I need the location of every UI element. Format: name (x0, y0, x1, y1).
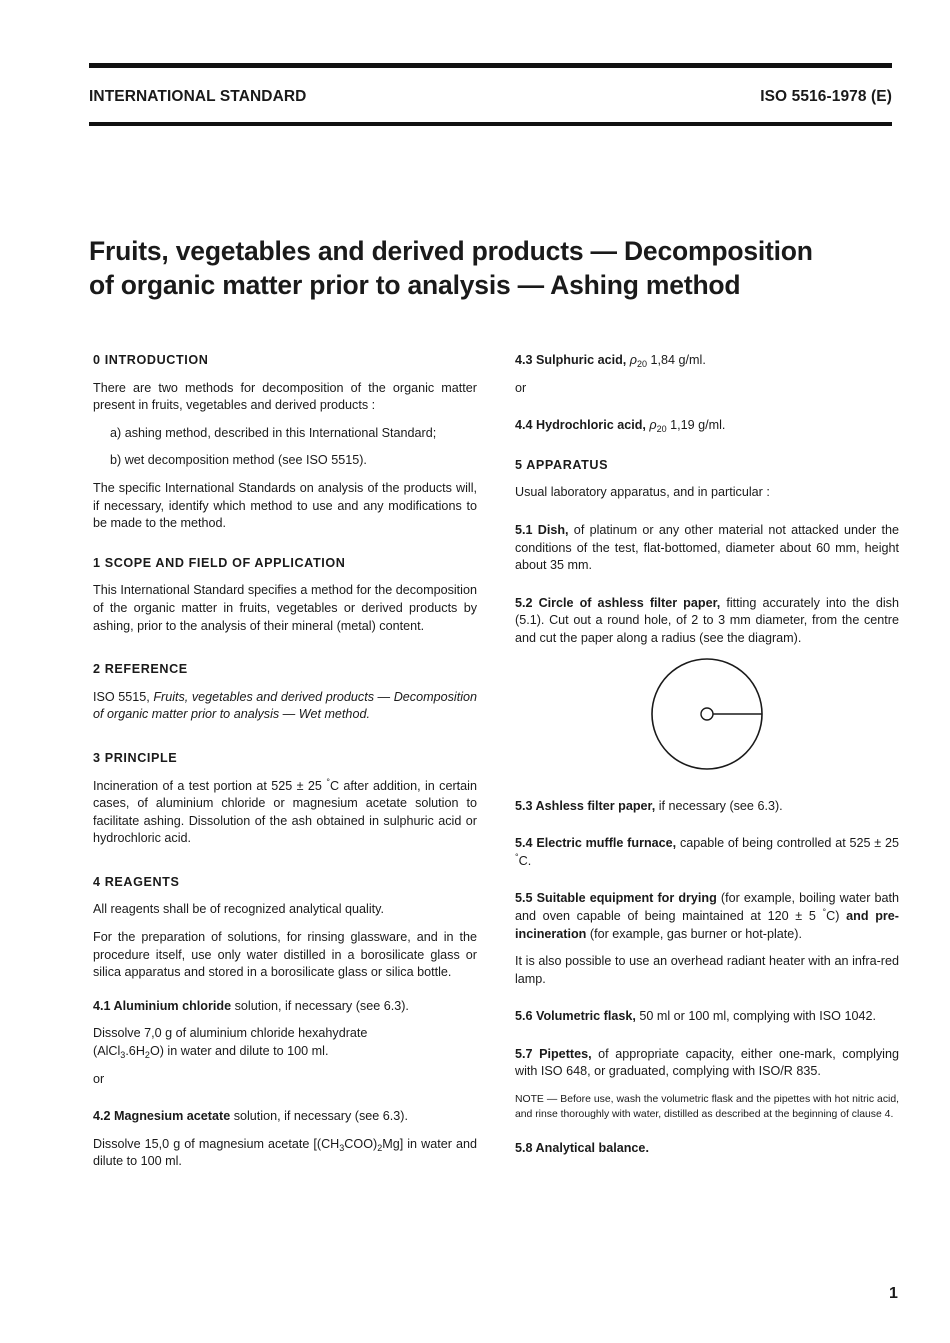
reagent-4-4-name: Hydrochloric acid, (536, 418, 650, 433)
reagent-4-1-formula-a: (AlCl (93, 1044, 121, 1059)
reagent-4-1-number: 4.1 (93, 998, 114, 1013)
apparatus-5-8-number: 5.8 (515, 1141, 536, 1156)
apparatus-5-5-rest-3: (for example, gas burner or hot-plate). (586, 926, 802, 941)
degree-sign-3: ° (822, 906, 827, 917)
reagent-4-1-sub-1: 3 (120, 1050, 126, 1061)
apparatus-5-4-rest-2: C. (518, 853, 532, 868)
degree-sign-2: ° (515, 851, 519, 862)
section-5-heading: 5 APPARATUS (515, 457, 609, 472)
reagents-text: All reagents shall be of recognized analytical quality. (93, 902, 384, 917)
reagent-4-4-number: 4.4 (515, 418, 537, 433)
apparatus-5-5-rest-2: C) (826, 908, 847, 923)
centre-hole (701, 708, 713, 720)
reagent-4-2-formula-c: Mg] in water and dilute to 100 ml. (93, 1136, 477, 1169)
reagent-4-2 (93, 1108, 477, 1126)
apparatus-5-5-number: 5.5 (515, 891, 537, 906)
apparatus-5-4-number: 5.4 (515, 836, 537, 851)
reference-title: Fruits, vegetables and derived products — Decomposition of organic matter prior to analysis — Wet method. (93, 689, 477, 722)
apparatus-5-2 (515, 595, 899, 648)
apparatus-5-2-name: Circle of ashless filter paper, (538, 595, 721, 610)
apparatus-5-3-rest: if necessary (see 6.3). (655, 798, 783, 813)
intro-item-b: b) wet decomposition method (see ISO 5515). (110, 453, 367, 468)
reagents-text-2: For the preparation of solutions, for rinsing glassware, and in the procedure itself, use only water distilled in a borosilicate glass or silica apparatus and stored in a borosilicate glass or silica bottle. (93, 930, 477, 980)
apparatus-5-7-number: 5.7 (515, 1046, 540, 1061)
header-rule-bottom (89, 122, 892, 126)
section-2-heading: 2 REFERENCE (93, 662, 188, 677)
principle-text-1: Incineration of a test portion at 525 ± 25 (93, 778, 327, 793)
rho-subscript: 20 (637, 359, 648, 369)
reagent-4-2-number: 4.2 (93, 1109, 115, 1124)
apparatus-5-3-name: Ashless filter paper, (535, 798, 656, 813)
left-column (93, 352, 477, 1171)
reagent-4-2-formula-b: COO) (344, 1136, 378, 1151)
reagent-4-2-line-1: Dissolve 15,0 g of magnesium acetate [(CH (93, 1136, 340, 1151)
apparatus-5-6-number: 5.6 (515, 1009, 537, 1024)
apparatus-text: Usual laboratory apparatus, and in particular : (515, 485, 770, 500)
reagent-4-1-line-1: Dissolve 7,0 g of aluminium chloride hexahydrate (93, 1026, 368, 1041)
apparatus-5-1-name: Dish, (537, 522, 569, 537)
reagent-4-1-formula-c: O) in water and dilute to 100 ml. (149, 1044, 329, 1059)
intro-item-a: a) ashing method, described in this International Standard; (110, 425, 437, 440)
reagent-4-2-rest: solution, if necessary (see 6.3). (230, 1109, 408, 1124)
reagent-4-1-description (93, 1025, 477, 1060)
degree-sign: ° (326, 776, 330, 787)
scope-text: This International Standard specifies a method for the decomposition of the organic matter in fruits, vegetables or derived products by ashing, prior to the analysis of their mineral (metal) content. (93, 583, 477, 633)
apparatus-5-6-name: Volumetric flask, (536, 1009, 636, 1024)
apparatus-5-4-name: Electric muffle furnace, (536, 836, 677, 851)
apparatus-5-2-number: 5.2 (515, 595, 539, 610)
reagent-4-1-name: Aluminium chloride (113, 998, 232, 1013)
or-separator-1: or (93, 1071, 105, 1086)
header-rule-top (89, 63, 892, 68)
apparatus-5-5-text-2: It is also possible to use an overhead radiant heater with an infra-red lamp. (515, 954, 899, 986)
apparatus-5-5-name-2: and pre-incineration (515, 908, 899, 941)
reagent-4-3-value: 1,84 g/ml. (647, 353, 706, 367)
section-1-heading: 1 SCOPE AND FIELD OF APPLICATION (93, 555, 346, 570)
apparatus-5-3 (515, 798, 899, 816)
section-0-heading: 0 INTRODUCTION (93, 353, 209, 367)
filter-paper-diagram (649, 656, 765, 772)
page-number: 1 (889, 1285, 898, 1302)
apparatus-5-4-rest: capable of being controlled at 525 ± 25 (676, 836, 900, 851)
apparatus-5-8-name: Analytical balance. (535, 1141, 649, 1156)
apparatus-5-1-number: 5.1 (515, 522, 538, 537)
reagent-4-3-number: 4.3 (515, 353, 537, 367)
rho-symbol: ρ (629, 353, 638, 367)
or-separator-2: or (515, 380, 527, 395)
apparatus-note: NOTE — Before use, wash the volumetric flask and the pipettes with hot nitric acid, and rinse thoroughly with water, distilled as described at the beginning of clause 4. (515, 1094, 899, 1120)
document-title (89, 234, 889, 302)
intro-text-2: The specific International Standards on analysis of the products will, if necessary, identify which method to use and any modifications to be made to the method. (93, 480, 477, 531)
apparatus-5-2-rest: fitting accurately into the dish (5.1). Cut out a round hole, of 2 to 3 mm diameter, from the centre and cut the paper along a radius (see the diagram). (515, 595, 899, 645)
reference-code: ISO 5515, (93, 689, 154, 704)
section-4-heading: 4 REAGENTS (93, 874, 180, 889)
reference-text (93, 689, 477, 724)
apparatus-5-5-rest: (for example, boiling water bath and oven capable of being maintained at 120 ± 5 (515, 891, 900, 923)
rho-subscript-2: 20 (656, 424, 667, 435)
reagent-4-2-sub-2: 2 (377, 1142, 383, 1153)
apparatus-5-6 (515, 1008, 899, 1026)
apparatus-5-7 (515, 1046, 899, 1081)
apparatus-5-7-name: Pipettes, (539, 1046, 592, 1061)
reagent-4-4-value: 1,19 g/ml. (666, 418, 726, 433)
apparatus-5-6-rest: 50 ml or 100 ml, complying with ISO 1042. (635, 1009, 876, 1024)
standard-number: ISO 5516-1978 (E) (760, 88, 892, 105)
principle-text (93, 778, 477, 848)
reagent-4-1 (93, 998, 477, 1016)
reagent-4-2-description (93, 1136, 477, 1171)
rho-symbol-2: ρ (649, 418, 657, 433)
apparatus-5-1 (515, 522, 899, 575)
apparatus-5-5-name: Suitable equipment for drying (536, 891, 717, 906)
reagent-4-3-name: Sulphuric acid, (536, 353, 630, 367)
apparatus-5-5 (515, 890, 899, 943)
reagent-4-1-rest: solution, if necessary (see 6.3). (231, 998, 409, 1013)
intro-text: There are two methods for decomposition of the organic matter present in fruits, vegetables and derived products : (93, 380, 477, 413)
reagent-4-3 (515, 352, 899, 370)
apparatus-5-3-number: 5.3 (515, 798, 536, 813)
reagent-4-4 (515, 417, 899, 435)
reagent-4-1-formula-b: .6H (125, 1044, 145, 1059)
title-line-2: of organic matter prior to analysis — Ashing method (89, 270, 741, 300)
apparatus-5-7-rest: of appropriate capacity, either one-mark, complying with ISO 648, or graduated, complying with ISO/R 835. (515, 1046, 899, 1079)
reagent-4-2-sub-1: 3 (339, 1142, 345, 1153)
principle-text-2: C after addition, in certain cases, of aluminium chloride or magnesium acetate solution to facilitate ashing. Dissolution of the ash obtained in sulphuric acid or hydrochloric acid. (93, 778, 477, 846)
right-column (515, 352, 899, 1158)
standard-label: INTERNATIONAL STANDARD (89, 88, 307, 105)
apparatus-5-8 (515, 1140, 899, 1158)
title-line-1: Fruits, vegetables and derived products — Decomposition (89, 236, 813, 266)
section-3-heading: 3 PRINCIPLE (93, 750, 178, 765)
apparatus-5-1-rest: of platinum or any other material not attacked under the conditions of the test, flat-bottomed, diameter about 60 mm, height about 35 mm. (515, 522, 899, 573)
apparatus-5-4 (515, 835, 899, 870)
reagent-4-1-sub-2: 2 (144, 1050, 150, 1061)
reagent-4-2-name: Magnesium acetate (114, 1109, 231, 1124)
